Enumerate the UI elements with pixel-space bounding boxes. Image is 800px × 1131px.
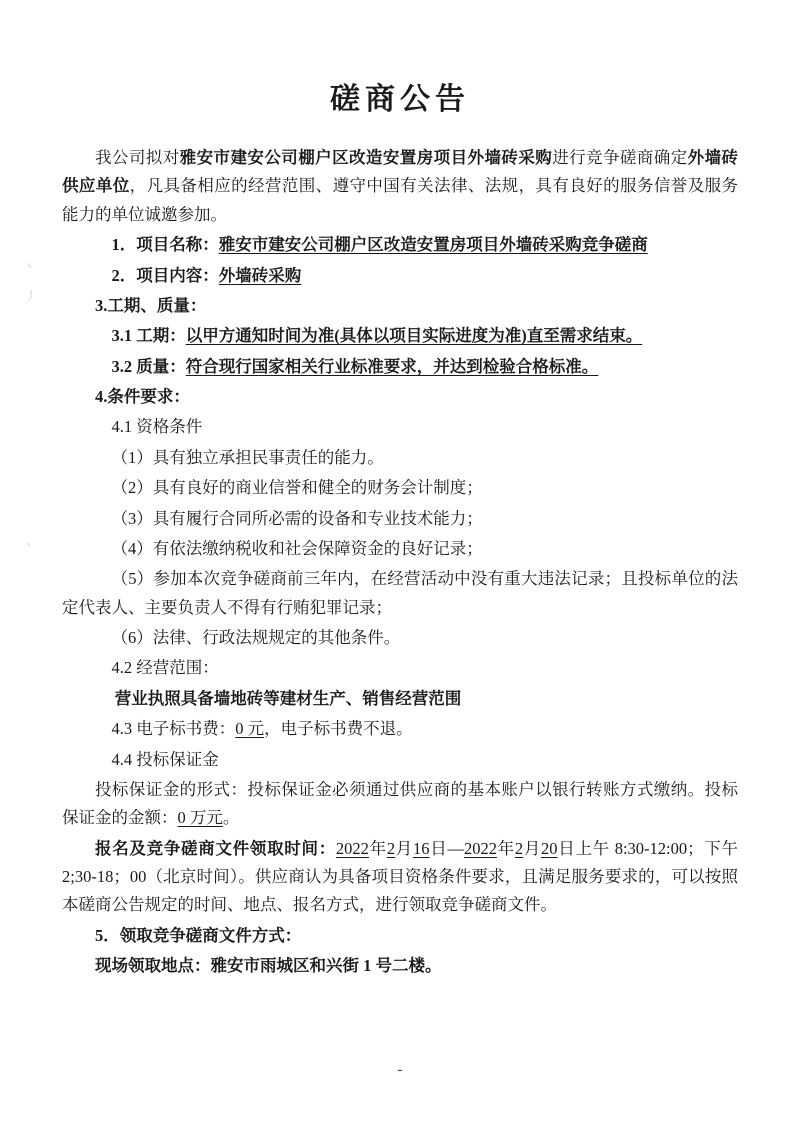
section-project-name — [62, 231, 738, 259]
date-range-dash: — — [447, 838, 464, 858]
registration-end-month: 2 — [514, 838, 524, 858]
intro-paragraph — [62, 144, 738, 229]
section-bid-bond-heading: 4.4 投标保证金 — [111, 749, 219, 769]
intro-project-name: 雅安市建安公司棚户区改造安置房项目外墙砖采购 — [179, 148, 553, 167]
section-qualification-heading: 4.1 资格条件 — [111, 417, 203, 437]
registration-period-paragraph — [62, 835, 738, 920]
section-quality — [62, 353, 738, 381]
intro-text-a: 我公司拟对 — [95, 148, 180, 167]
section-1-label: 1．项目名称： — [111, 235, 219, 255]
section-bid-document-fee — [62, 715, 738, 743]
section-duration-quality: 3.工期、质量： — [95, 295, 207, 315]
section-project-content — [62, 262, 738, 290]
list-item: （1）具有独立承担民事责任的能力。 — [111, 447, 384, 467]
section-bid-bond-text — [62, 776, 738, 833]
section-32-value: 符合现行国家相关行业标准要求，并达到检验合格标准。 — [185, 356, 599, 376]
section-business-scope-value: 营业执照具备墙地砖等建材生产、销售经营范围 — [114, 688, 462, 708]
scan-artifact: 、 — [26, 533, 40, 548]
registration-start-day: 16 — [413, 838, 430, 858]
registration-end-year: 2022 — [463, 838, 497, 858]
page-footer: - — [397, 1062, 403, 1078]
section-32-label: 3.2 质量： — [111, 356, 186, 376]
bid-fee-label: 4.3 电子标书费： — [111, 719, 236, 739]
month-unit-2: 月 — [523, 838, 542, 858]
year-unit: 年 — [368, 838, 387, 858]
registration-end-day: 20 — [541, 838, 558, 858]
bid-bond-description: 投标保证金的形式：投标保证金必须通过供应商的基本账户以银行转账方式缴纳。投标保证金的金额： — [62, 779, 738, 828]
year-unit-2: 年 — [496, 838, 515, 858]
scan-artifact: 丶 — [22, 259, 36, 274]
section-duration — [62, 322, 738, 350]
registration-start-year: 2022 — [335, 838, 369, 858]
list-item: （2）具有良好的商业信誉和健全的财务会计制度； — [111, 478, 483, 498]
section-2-value: 外墙砖采购 — [218, 265, 302, 285]
bid-fee-suffix: ，电子标书费不退。 — [264, 719, 413, 739]
section-31-label: 3.1 工期： — [111, 326, 186, 346]
scan-artifact: 丿 — [24, 289, 38, 304]
month-unit: 月 — [395, 838, 414, 858]
collection-site-value: 雅安市雨城区和兴街 1 号二楼。 — [210, 956, 442, 976]
registration-time-text: 日上午 8:30-12:00；下午 2;30-18；00（北京时间）。供应商认为具备项目资格条件要求，且满足服务要求的，可以按照本磋商公告规定的时间、地点、报名方式，进行领取竞争磋商文件。 — [62, 838, 739, 915]
list-item: （5）参加本次竞争磋商前三年内，在经营活动中没有重大违法记录；且投标单位的法定代表人、主要负责人不得有行贿犯罪记录； — [62, 569, 738, 617]
intro-text-e: ，凡具备相应的经营范围、遵守中国有关法律、法规，具有良好的服务信誉及服务能力的单位诚邀参加。 — [62, 176, 739, 224]
collection-site-label: 现场领取地点： — [95, 956, 211, 976]
list-item: （3）具有履行合同所必需的设备和专业技术能力； — [111, 508, 483, 528]
section-conditions-heading: 4.条件要求： — [95, 387, 190, 406]
list-item: （6）法律、行政法规规定的其他条件。 — [111, 628, 401, 647]
section-1-value: 雅安市建安公司棚户区改造安置房项目外墙砖采购竞争磋商 — [218, 235, 648, 255]
intro-text-c: 进行竞争磋商确定 — [552, 148, 688, 167]
section-31-value: 以甲方通知时间为准(具体以项目实际进度为准)直至需求结束。 — [185, 326, 643, 346]
day-unit: 日 — [429, 838, 448, 858]
intro-supplier-term: 外墙砖供应单位 — [62, 148, 739, 196]
bid-bond-end: 。 — [222, 808, 240, 828]
bid-fee-amount: 0 元 — [235, 719, 265, 739]
registration-label: 报名及竞争磋商文件领取时间： — [95, 838, 336, 858]
section-business-scope-heading: 4.2 经营范围： — [111, 658, 219, 678]
section-collection-site — [62, 952, 738, 980]
section-collection-method-heading: 5．领取竞争磋商文件方式： — [95, 925, 302, 945]
section-2-label: 2．项目内容： — [111, 265, 219, 285]
page-title: 磋商公告 — [330, 83, 470, 116]
bid-bond-amount: 0 万元 — [177, 808, 223, 828]
registration-start-month: 2 — [386, 838, 396, 858]
list-item: （4）有依法缴纳税收和社会保障资金的良好记录； — [111, 538, 483, 558]
